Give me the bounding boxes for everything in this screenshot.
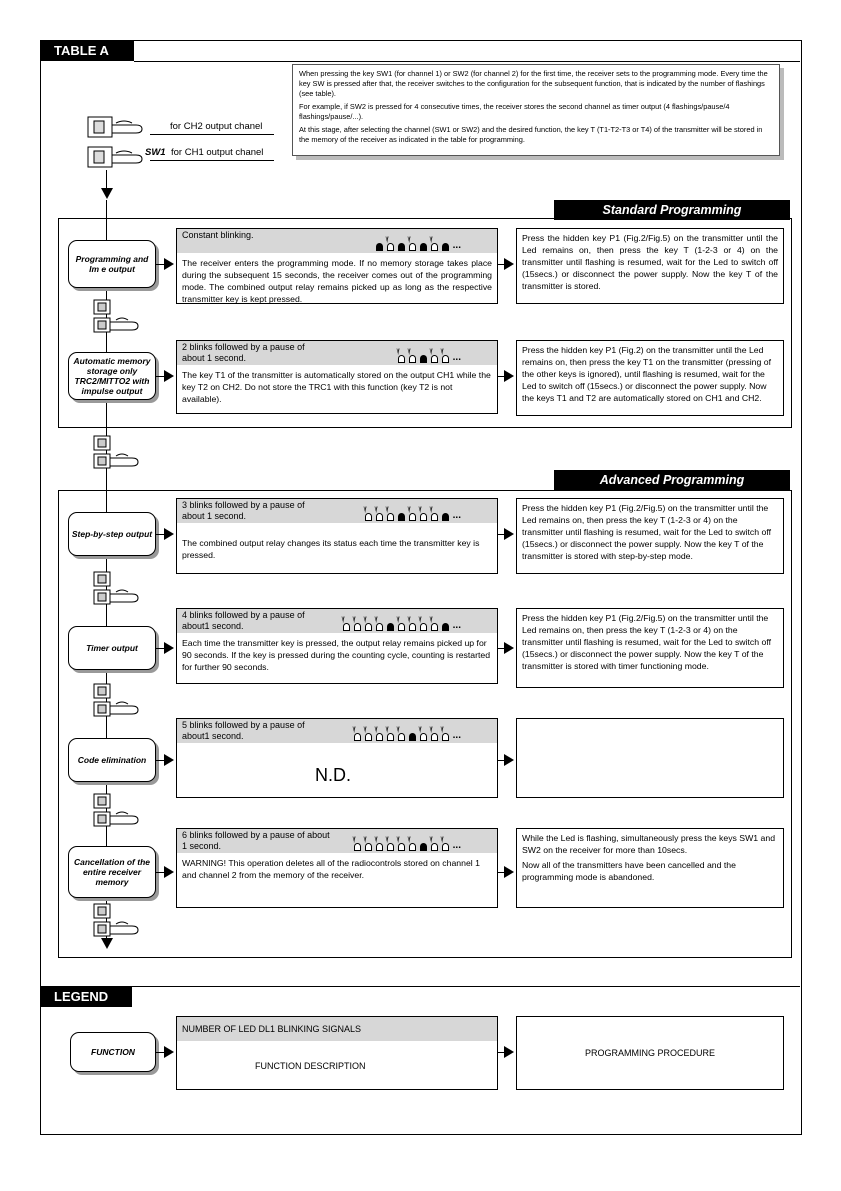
arrow-4a: [164, 642, 174, 654]
led-blink-icon: \|/: [375, 839, 384, 851]
procedure-box-2: Press the hidden key P1 (Fig.2) on the transmitter until the Led remains on, then press the key T1 on the transmitter (pressing of the other keys is ignored), until flashing is resumed, wait for the Led to switch off (15secs.) or disconnect the power supply. Now the keys T1 and T2 are automatically stored on CH1 and CH2.: [516, 340, 784, 416]
arrow-4b: [504, 642, 514, 654]
led-blink-icon: \|/: [419, 619, 428, 631]
led-blink-icon: \|/: [430, 619, 439, 631]
legend-signals-text: NUMBER OF LED DL1 BLINKING SIGNALS: [182, 1024, 362, 1034]
press-button-icon: [90, 296, 148, 336]
ch2-switch-label: for CH2 output chanel: [170, 121, 263, 132]
led-blink-icon: \|/: [397, 839, 406, 851]
function-cancellation: Cancellation of the entire receiver memory: [68, 846, 156, 898]
legend-rule: [132, 986, 800, 987]
led-blink-icon: \|/: [353, 839, 362, 851]
function-code-elimination: Code elimination: [68, 738, 156, 782]
led-blink-icon: \|/: [430, 351, 439, 363]
description-text-3: The combined output relay changes its status each time the transmitter key is pressed.: [182, 538, 480, 560]
led-sequence-5: [353, 729, 461, 741]
description-box-3: [176, 498, 498, 574]
arrow-1a: [164, 258, 174, 270]
description-box-2: [176, 340, 498, 414]
ellipsis-icon: ...: [452, 240, 461, 251]
led-blink-icon: \|/: [419, 509, 428, 521]
led-blink-icon: \|/: [375, 509, 384, 521]
signals-text-3: 3 blinks followed by a pause of about 1 second.: [182, 500, 305, 521]
procedure-box-1: Press the hidden key P1 (Fig.2/Fig.5) on the transmitter until the Led remains on, then press the key T (1-2-3 or 4) on the transmitter until flashing is resumed, wait for the Led to switch off (15secs.) or disconnect the power supply. Now the key T of the transmitter is stored.: [516, 228, 784, 304]
procedure-6-paragraph-2: Now all of the transmitters have been cancelled and the programming mode is abandoned.: [522, 860, 736, 882]
ellipsis-icon: ...: [452, 510, 461, 521]
flow-line-top: [106, 170, 107, 188]
description-text-4: Each time the transmitter key is pressed, the output relay remains picked up for 90 seconds. If the key is pressed during the counting cycle, counting is restarted for further 90 seconds.: [182, 638, 491, 672]
led-on-icon: [441, 239, 450, 251]
function-step-by-step: Step-by-step output: [68, 512, 156, 556]
signals-header-2: [177, 341, 497, 365]
procedure-box-4: Press the hidden key P1 (Fig.2/Fig.5) on the transmitter until the Led remains on, then press the key T (1-2-3 or 4) on the transmitter until flashing is resumed, wait for the Led to switch off (15secs.) or disconnect the power supply. Now the key T of the transmitter is stored with timer functioning mode.: [516, 608, 784, 688]
procedure-box-6: [516, 828, 784, 908]
table-a-title: TABLE A: [40, 40, 134, 61]
legend-arrow-a: [164, 1046, 174, 1058]
ch1-switch-label: for CH1 output chanel: [171, 147, 264, 158]
procedure-box-3: Press the hidden key P1 (Fig.2/Fig.5) on the transmitter until the Led remains on, then press the key T (1-2-3 or 4) on the transmitter until flashing is resumed, wait for the Led to switch off (15secs.) or disconnect the power supply. Now the key T of the transmitter is stored with step-by-step mode.: [516, 498, 784, 574]
intro-box: [292, 64, 780, 156]
ellipsis-icon: ...: [452, 352, 461, 363]
led-blink-icon: \|/: [353, 729, 362, 741]
led-blink-icon: \|/: [375, 729, 384, 741]
led-on-icon: [441, 509, 450, 521]
function-programming: Programming and Im e output: [68, 240, 156, 288]
signals-header-5: [177, 719, 497, 743]
led-blink-icon: \|/: [397, 619, 406, 631]
arrow-3a: [164, 528, 174, 540]
description-box-5: [176, 718, 498, 798]
led-on-icon: [397, 509, 406, 521]
led-sequence-6: [353, 839, 461, 851]
function-automatic-memory: Automatic memory storage only TRC2/MITTO2 with impulse output: [68, 352, 156, 400]
sw1-label: SW1: [145, 147, 166, 158]
arrow-2b: [504, 370, 514, 382]
led-blink-icon: \|/: [375, 619, 384, 631]
legend-procedure-text: PROGRAMMING PROCEDURE: [584, 1048, 715, 1058]
receiver-switches-icon: [82, 113, 162, 173]
description-text-6: WARNING! This operation deletes all of the radiocontrols stored on channel 1 and channel 2 from the memory of the receiver.: [182, 858, 480, 880]
signals-text-4: 4 blinks followed by a pause of about1 second.: [182, 610, 305, 631]
advanced-programming-band: Advanced Programming: [554, 470, 790, 490]
led-sequence-4: [342, 619, 461, 631]
arrow-3b: [504, 528, 514, 540]
led-blink-icon: \|/: [441, 729, 450, 741]
led-on-icon: [386, 619, 395, 631]
led-on-icon: [397, 239, 406, 251]
signals-text-2: 2 blinks followed by a pause of about 1 second.: [182, 342, 305, 363]
description-box-4: [176, 608, 498, 684]
legend-signals-header: [177, 1017, 497, 1041]
description-text-1: The receiver enters the programming mode. If no memory storage takes place during the subsequent 15 seconds, the receiver comes out of the programming mode. The combined output relay remains picked up as long as the respective transmitter key is kept pressed.: [182, 258, 492, 304]
intro-paragraph-2: For example, if SW2 is pressed for 4 consecutive times, the receiver stores the second channel as timer output (4 flashings/pause/4 flashings/pause/...).: [299, 102, 730, 121]
intro-paragraph-1: When pressing the key SW1 (for channel 1) or SW2 (for channel 2) for the first time, the receiver sets to the programming mode. Every time the key SW is pressed after that, the receiver switches to the configuration for the subsequent function, that is indicated by the number of flashings (see table).: [299, 69, 768, 98]
ellipsis-icon: ...: [452, 840, 461, 851]
press-button-icon: [90, 900, 148, 940]
signals-header-1: [177, 229, 497, 253]
led-blink-icon: \|/: [430, 839, 439, 851]
led-blink-icon: \|/: [441, 839, 450, 851]
led-on-icon: [375, 239, 384, 251]
flow-arrow-down: [101, 188, 113, 199]
led-sequence-3: [364, 509, 461, 521]
led-blink-icon: \|/: [386, 729, 395, 741]
led-blink-icon: \|/: [408, 239, 417, 251]
ellipsis-icon: ...: [452, 620, 461, 631]
description-text-2: The key T1 of the transmitter is automatically stored on the output CH1 while the key T2 on CH2. Do not store the TRC1 with this function (key T2 is not available).: [182, 370, 491, 404]
signals-header-6: [177, 829, 497, 853]
led-blink-icon: \|/: [408, 351, 417, 363]
led-blink-icon: \|/: [408, 509, 417, 521]
legend-description-text: FUNCTION DESCRIPTION: [255, 1061, 366, 1071]
intro-paragraph-3: At this stage, after selecting the channel (SW1 or SW2) and the desired function, the key T (T1-T2-T3 or T4) of the transmitter will be stored in the memory of the receiver as indicated in the table for programming.: [299, 125, 763, 144]
led-blink-icon: \|/: [408, 839, 417, 851]
signals-header-4: [177, 609, 497, 633]
led-on-icon: [419, 351, 428, 363]
led-on-icon: [419, 839, 428, 851]
led-blink-icon: \|/: [386, 839, 395, 851]
description-box-6: [176, 828, 498, 908]
led-blink-icon: \|/: [342, 619, 351, 631]
legend-description-box: [176, 1016, 498, 1090]
press-button-icon: [90, 680, 148, 720]
led-blink-icon: \|/: [397, 351, 406, 363]
function-timer-output: Timer output: [68, 626, 156, 670]
led-on-icon: [408, 729, 417, 741]
ellipsis-icon: ...: [452, 730, 461, 741]
led-blink-icon: \|/: [441, 351, 450, 363]
procedure-box-5: [516, 718, 784, 798]
led-blink-icon: \|/: [430, 509, 439, 521]
led-sequence-2: [397, 351, 461, 363]
legend-title: LEGEND: [40, 986, 132, 1007]
press-button-icon: [90, 568, 148, 608]
led-blink-icon: \|/: [430, 729, 439, 741]
led-blink-icon: \|/: [364, 509, 373, 521]
arrow-6b: [504, 866, 514, 878]
signals-text-5: 5 blinks followed by a pause of about1 second.: [182, 720, 305, 741]
ch2-label-underline: [150, 134, 274, 135]
arrow-2a: [164, 370, 174, 382]
legend-function: FUNCTION: [70, 1032, 156, 1072]
arrow-1b: [504, 258, 514, 270]
led-blink-icon: \|/: [386, 509, 395, 521]
led-blink-icon: \|/: [364, 729, 373, 741]
description-box-1: [176, 228, 498, 304]
led-on-icon: [419, 239, 428, 251]
led-sequence-1: [375, 239, 461, 251]
signals-text-6: 6 blinks followed by a pause of about 1 second.: [182, 830, 330, 851]
led-blink-icon: \|/: [364, 619, 373, 631]
led-blink-icon: \|/: [364, 839, 373, 851]
not-defined-text: N.D.: [315, 765, 351, 785]
led-blink-icon: \|/: [419, 729, 428, 741]
led-blink-icon: \|/: [386, 239, 395, 251]
arrow-5a: [164, 754, 174, 766]
press-button-icon: [90, 432, 148, 472]
procedure-6-paragraph-1: While the Led is flashing, simultaneously press the keys SW1 and SW2 on the receiver for more than 10secs.: [522, 833, 776, 855]
led-blink-icon: \|/: [430, 239, 439, 251]
signals-text-1: Constant blinking.: [182, 230, 254, 240]
standard-programming-band: Standard Programming: [554, 200, 790, 220]
header-rule: [134, 61, 800, 62]
legend-procedure-box: [516, 1016, 784, 1090]
arrow-5b: [504, 754, 514, 766]
signals-header-3: [177, 499, 497, 523]
led-blink-icon: \|/: [353, 619, 362, 631]
legend-arrow-b: [504, 1046, 514, 1058]
press-button-icon: [90, 790, 148, 830]
led-blink-icon: \|/: [397, 729, 406, 741]
led-blink-icon: \|/: [408, 619, 417, 631]
led-on-icon: [441, 619, 450, 631]
ch1-label-underline: [150, 160, 274, 161]
arrow-6a: [164, 866, 174, 878]
